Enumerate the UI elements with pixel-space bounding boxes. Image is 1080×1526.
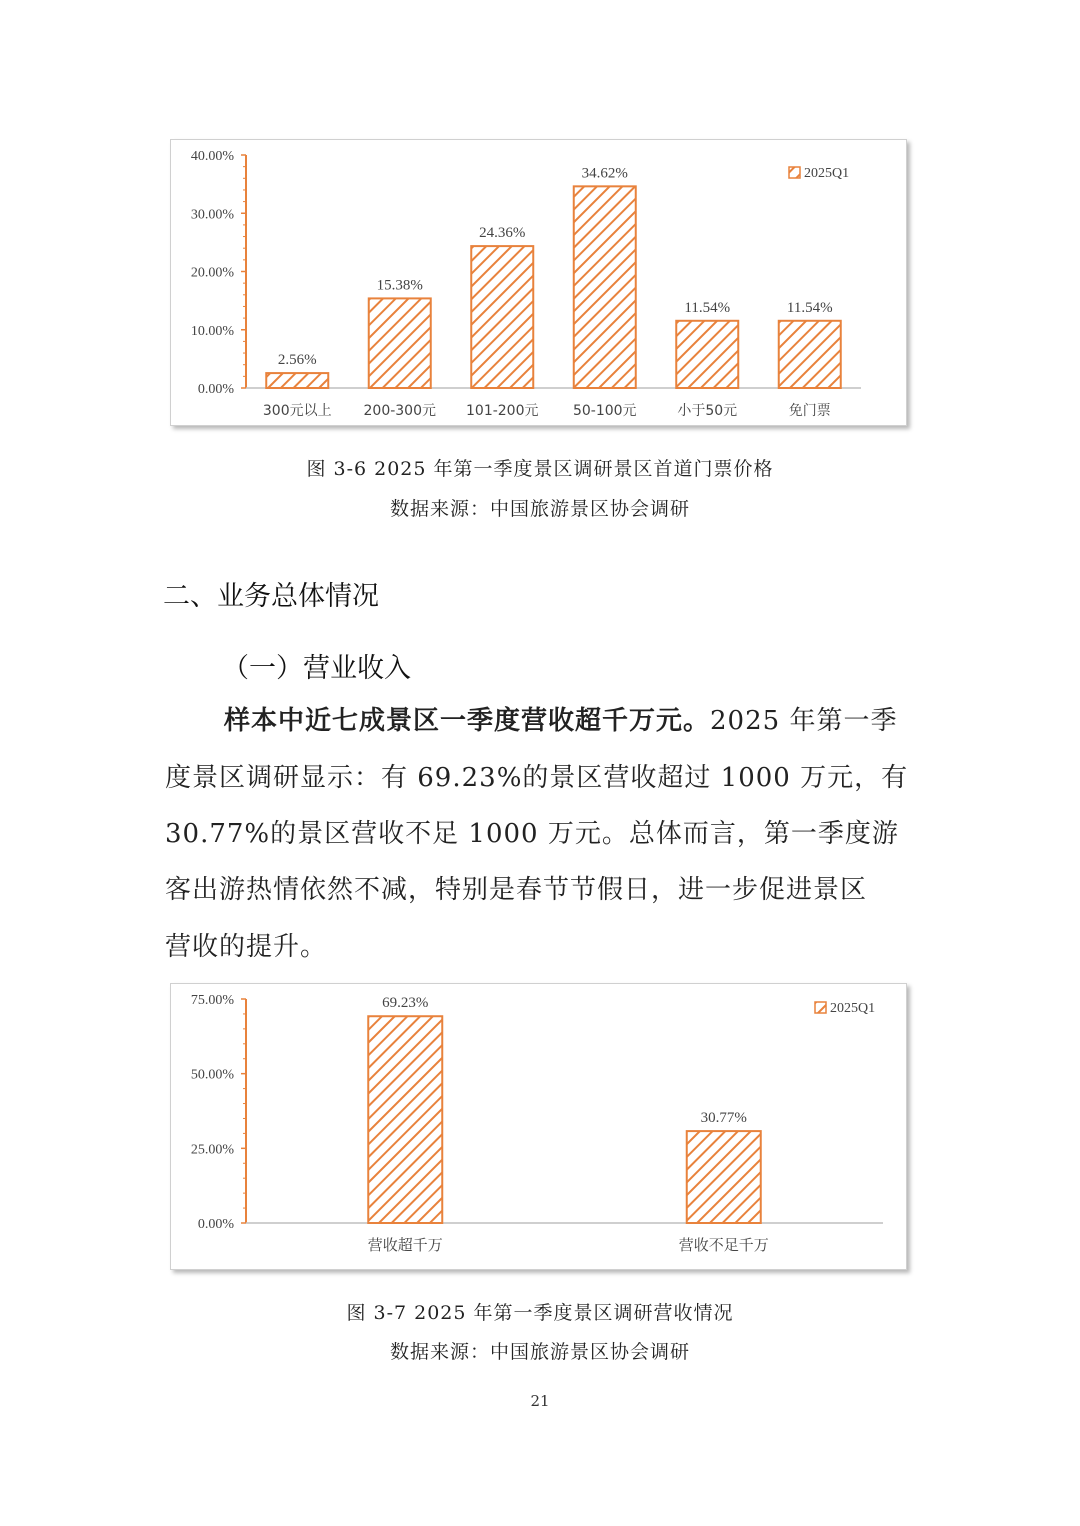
- figure-3-7-source: 数据来源：中国旅游景区协会调研: [389, 1341, 690, 1363]
- bar: [687, 1131, 761, 1223]
- paragraph-line-4: 客出游热情依然不减，特别是春节节假日，进一步促进景区: [165, 875, 868, 905]
- paragraph-line-2: 度景区调研显示：有 69.23%的景区营收超过 1000 万元，有: [165, 763, 909, 793]
- category-label: 101-200元: [466, 403, 539, 419]
- paragraph-line-1-rest: 2025 年第一季: [710, 706, 898, 736]
- y-tick-label: 50.00%: [190, 1067, 234, 1083]
- data-label: 2.56%: [277, 352, 317, 369]
- y-tick-label: 0.00%: [197, 1217, 234, 1232]
- category-label: 小于50元: [677, 403, 738, 419]
- bar: [676, 321, 738, 388]
- data-label: 34.62%: [581, 165, 628, 182]
- subsection-heading: （一）营业收入: [222, 653, 411, 684]
- bar: [266, 373, 328, 388]
- paragraph-line-3: 30.77%的景区营收不足 1000 万元。总体而言，第一季度游: [165, 819, 899, 849]
- section-heading: 二、业务总体情况: [163, 581, 379, 612]
- y-tick-label: 10.00%: [190, 323, 234, 339]
- category-label: 300元以上: [262, 403, 332, 419]
- bar: [574, 186, 636, 388]
- y-tick-label: 0.00%: [197, 382, 234, 397]
- legend-label: 2025Q1: [804, 166, 850, 181]
- y-tick-label: 25.00%: [190, 1142, 234, 1158]
- revenue-chart: [170, 983, 907, 1270]
- paragraph-line-5: 营收的提升。: [165, 932, 328, 962]
- figure-3-6-source: 数据来源：中国旅游景区协会调研: [389, 498, 690, 520]
- data-label: 15.38%: [376, 277, 423, 294]
- y-tick-label: 20.00%: [190, 265, 234, 281]
- category-label: 200-300元: [363, 403, 436, 419]
- paragraph-line-1: [224, 700, 914, 737]
- category-label: 营收不足千万: [678, 1236, 769, 1254]
- y-tick-label: 40.00%: [190, 149, 234, 164]
- figure-3-6-caption: 图 3-6 2025 年第一季度景区调研景区首道门票价格: [306, 458, 774, 480]
- revenue-chart-svg: [171, 984, 906, 1269]
- data-label: 11.54%: [684, 299, 731, 316]
- legend-swatch: [789, 167, 800, 178]
- bar: [779, 321, 841, 388]
- bar: [368, 1016, 442, 1223]
- category-label: 免门票: [788, 403, 831, 419]
- ticket-price-chart: [170, 139, 907, 426]
- figure-3-7-caption: 图 3-7 2025 年第一季度景区调研营收情况: [346, 1302, 734, 1324]
- bar: [369, 298, 431, 388]
- category-label: 50-100元: [572, 403, 637, 419]
- legend-label: 2025Q1: [830, 1001, 876, 1016]
- y-tick-label: 75.00%: [190, 993, 234, 1008]
- ticket-price-chart-svg: [171, 140, 906, 425]
- paragraph-lead-sentence: 样本中近七成景区一季度营收超千万元。: [224, 706, 711, 736]
- data-label: 69.23%: [382, 995, 429, 1012]
- data-label: 30.77%: [700, 1110, 747, 1127]
- bar: [471, 246, 533, 388]
- data-label: 11.54%: [786, 299, 833, 316]
- y-tick-label: 30.00%: [190, 207, 234, 223]
- category-label: 营收超千万: [367, 1236, 443, 1254]
- legend-swatch: [815, 1002, 826, 1013]
- page-number: 21: [530, 1392, 550, 1410]
- data-label: 24.36%: [479, 225, 526, 242]
